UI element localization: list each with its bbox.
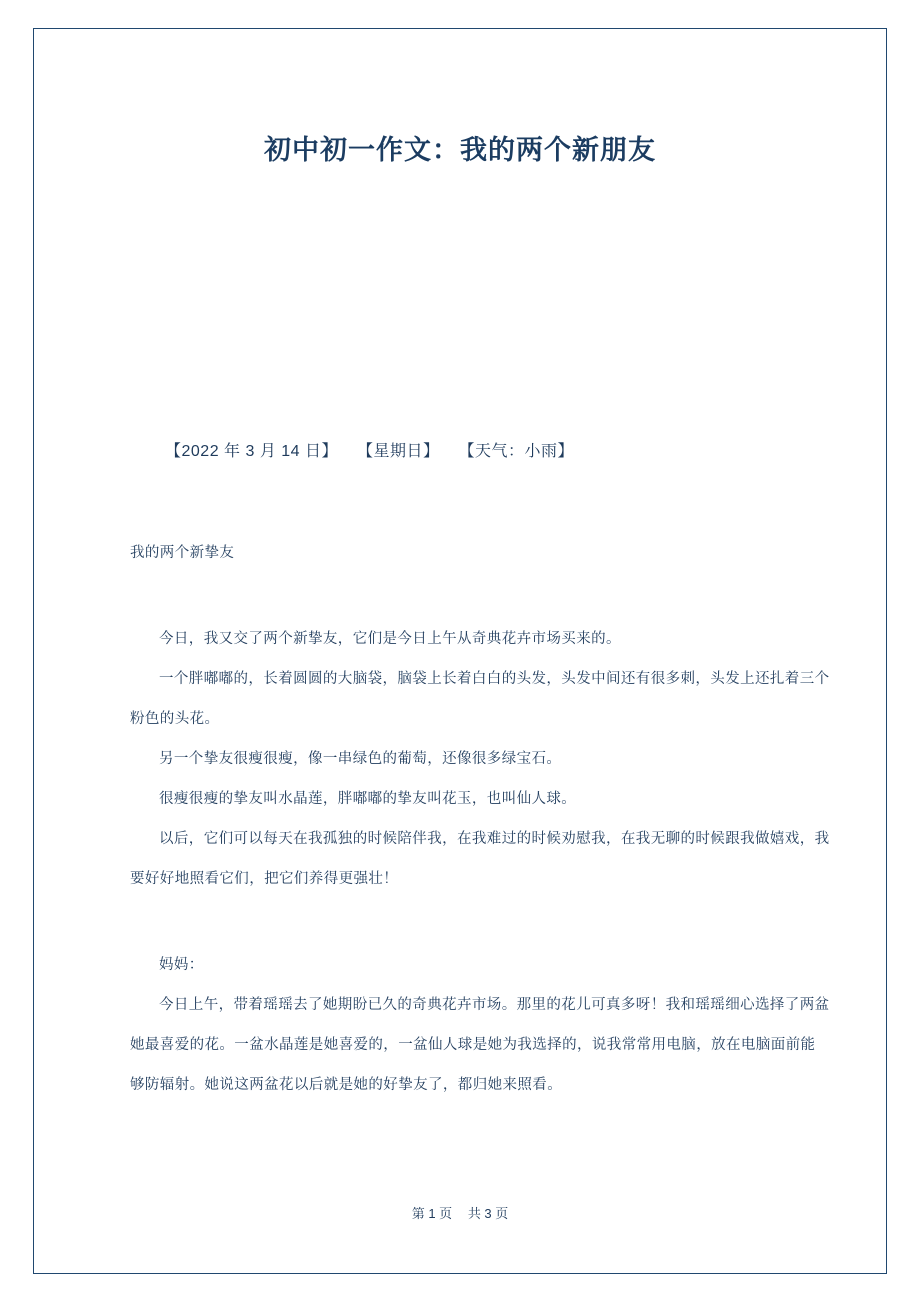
footer-total-pages: 共 3 页 — [467, 1206, 509, 1221]
meta-weather: 【天气：小雨】 — [458, 443, 574, 460]
meta-weekday: 【星期日】 — [356, 443, 440, 460]
spacer — [130, 573, 830, 619]
page-title: 初中初一作文：我的两个新朋友 — [264, 135, 656, 165]
paragraph: 今日上午，带着瑶瑶去了她期盼已久的奇典花卉市场。那里的花儿可真多呀！我和瑶瑶细心选择了两盆她最喜爱的花。一盆水晶莲是她喜爱的，一盆仙人球是她为我选择的，说我常常用电脑，放在电脑面前能够防辐射。她说这两盆花以后就是她的好挚友了，都归她来照看。 — [130, 997, 830, 1093]
footer-current-page: 第 1 页 — [411, 1206, 453, 1221]
paragraph: 以后，它们可以每天在我孤独的时候陪伴我，在我难过的时候劝慰我，在我无聊的时候跟我做嬉戏，我要好好地照看它们，把它们养得更强壮！ — [130, 831, 830, 887]
page-footer — [33, 1203, 887, 1222]
paragraph: 今日，我又交了两个新挚友，它们是今日上午从奇典花卉市场买来的。 — [159, 631, 621, 647]
paragraph: 一个胖嘟嘟的，长着圆圆的大脑袋，脑袋上长着白白的头发，头发中间还有很多刺，头发上还扎着三个粉色的头花。 — [130, 671, 830, 727]
paragraph: 另一个挚友很瘦很瘦，像一串绿色的葡萄，还像很多绿宝石。 — [159, 751, 562, 767]
signature: 妈妈： — [159, 957, 204, 973]
document-meta — [165, 438, 588, 461]
document-body — [130, 533, 830, 1105]
page-content — [33, 28, 887, 1274]
spacer — [130, 899, 830, 945]
paragraph: 很瘦很瘦的挚友叫水晶莲，胖嘟嘟的挚友叫花玉，也叫仙人球。 — [159, 791, 577, 807]
meta-date: 【2022 年 3 月 14 日】 — [165, 443, 339, 460]
subheading: 我的两个新挚友 — [130, 545, 235, 561]
